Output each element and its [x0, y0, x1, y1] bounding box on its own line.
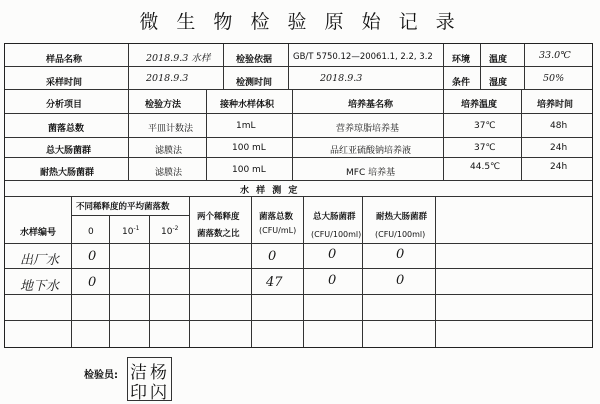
col-avg-header: 不同稀释度的平均菌落数 [76, 202, 170, 212]
humidity-label: 湿度 [489, 78, 508, 88]
col-divider [128, 44, 129, 90]
dilution-header-1: $10^{-1}$ [122, 225, 140, 237]
method-header: 培养温度 [461, 100, 498, 110]
test-time-label: 检测时间 [236, 78, 273, 88]
table-row-thermo: 0 [396, 247, 405, 262]
method-cell: 48h [550, 121, 568, 131]
dilution-header-0: 0 [88, 227, 94, 237]
col-divider [288, 44, 289, 90]
sampling-time-value: 2018.9.3 [146, 73, 189, 84]
method-header: 检验方法 [145, 100, 182, 110]
col-thermo-header-2: (CFU/100ml) [375, 230, 426, 239]
method-item: 耐热大肠菌群 [40, 168, 95, 178]
temp-value: 33.0℃ [539, 50, 571, 61]
row-divider [5, 66, 592, 67]
table-row-sample: 出厂水 [20, 253, 60, 268]
method-header: 分析项目 [46, 100, 83, 110]
method-cell: 滤膜法 [155, 168, 183, 178]
method-cell: 品红亚硫酸钠培养液 [330, 146, 412, 156]
method-cell: 24h [550, 143, 568, 153]
row-divider [71, 215, 189, 216]
table-row-total: 47 [266, 275, 283, 290]
row-divider [5, 268, 592, 269]
env-label: 环境 [452, 55, 471, 65]
col-divider [521, 89, 522, 181]
sample-name-value: 2018.9.3 水样 [146, 53, 211, 64]
col-coliform-header-2: (CFU/100ml) [311, 230, 362, 239]
method-item: 总大肠菌群 [46, 146, 92, 156]
col-divider [109, 215, 110, 347]
row-divider [5, 180, 592, 181]
table-row-coliform: 0 [328, 247, 337, 262]
col-divider [128, 89, 129, 181]
row-divider [5, 320, 592, 321]
basis-value: GB/T 5750.12—20061.1, 2.2, 3.2 [293, 52, 433, 62]
col-ratio-header-1: 两个稀释度 [197, 212, 240, 222]
col-total-header-2: (CFU/mL) [259, 226, 297, 235]
col-divider [149, 215, 150, 347]
table-row-d0: 0 [88, 275, 97, 290]
col-total-header-1: 菌落总数 [259, 212, 294, 222]
inspector-stamp [127, 357, 172, 401]
col-divider [292, 89, 293, 181]
table-row-total: 0 [268, 249, 277, 264]
table-row-thermo: 0 [396, 273, 405, 288]
method-cell: 滤膜法 [155, 146, 183, 156]
method-cell: 37℃ [474, 143, 496, 153]
method-cell: 24h [550, 162, 568, 172]
method-cell: 100 mL [232, 165, 266, 175]
inspector-label: 检验员: [84, 370, 118, 381]
col-thermo-header-1: 耐热大肠菌群 [376, 212, 428, 222]
stamp-char: 洁 [130, 363, 147, 383]
method-cell: 37℃ [474, 121, 496, 131]
col-ratio-header-2: 菌落数之比 [197, 229, 240, 239]
sampling-time-label: 采样时间 [46, 78, 83, 88]
method-cell: 44.5℃ [470, 162, 501, 172]
col-divider [435, 196, 436, 347]
temp-label: 温度 [489, 55, 508, 65]
col-divider [443, 44, 444, 90]
test-time-value: 2018.9.3 [320, 73, 363, 84]
row-divider [5, 294, 592, 295]
col-divider [524, 44, 525, 90]
col-divider [362, 196, 363, 347]
row-divider [5, 137, 592, 138]
method-item: 菌落总数 [48, 124, 85, 134]
table-row-d0: 0 [88, 249, 97, 264]
table-row-sample: 地下水 [20, 279, 60, 294]
col-coliform-header-1: 总大肠菌群 [313, 212, 356, 222]
table-row-coliform: 0 [328, 273, 337, 288]
method-cell: 100 mL [232, 143, 266, 153]
method-cell: MFC 培养基 [346, 168, 396, 178]
row-divider [5, 157, 592, 158]
dilution-header-2: $10^{-2}$ [161, 225, 179, 237]
method-cell: 1mL [236, 121, 256, 131]
row-divider [5, 196, 592, 197]
stamp-char: 杨 [150, 363, 167, 383]
humidity-value: 50% [543, 73, 565, 84]
col-sample-header: 水样编号 [20, 228, 57, 238]
col-divider [206, 89, 207, 181]
row-divider [5, 243, 592, 244]
method-cell: 平皿计数法 [148, 124, 194, 134]
col-divider [480, 44, 481, 90]
col-divider [71, 196, 72, 347]
stamp-char: 闪 [150, 383, 167, 403]
method-cell: 营养琼脂培养基 [336, 124, 400, 134]
method-header: 培养时间 [537, 100, 574, 110]
stamp-char: 印 [130, 383, 147, 403]
page-title: 微 生 物 检 验 原 始 记 录 [139, 11, 461, 33]
col-divider [303, 196, 304, 347]
row-divider [5, 89, 592, 90]
method-header: 培养基名称 [348, 100, 394, 110]
basis-label: 检验依据 [236, 55, 273, 65]
results-section-title: 水 样 测 定 [240, 186, 300, 196]
col-divider [251, 196, 252, 347]
col-divider [443, 89, 444, 181]
condition-label: 条件 [452, 78, 471, 88]
col-divider [189, 196, 190, 347]
method-header: 接种水样体积 [220, 100, 275, 110]
row-divider [5, 113, 592, 114]
col-divider [223, 44, 224, 90]
sample-name-label: 样品名称 [46, 55, 83, 65]
